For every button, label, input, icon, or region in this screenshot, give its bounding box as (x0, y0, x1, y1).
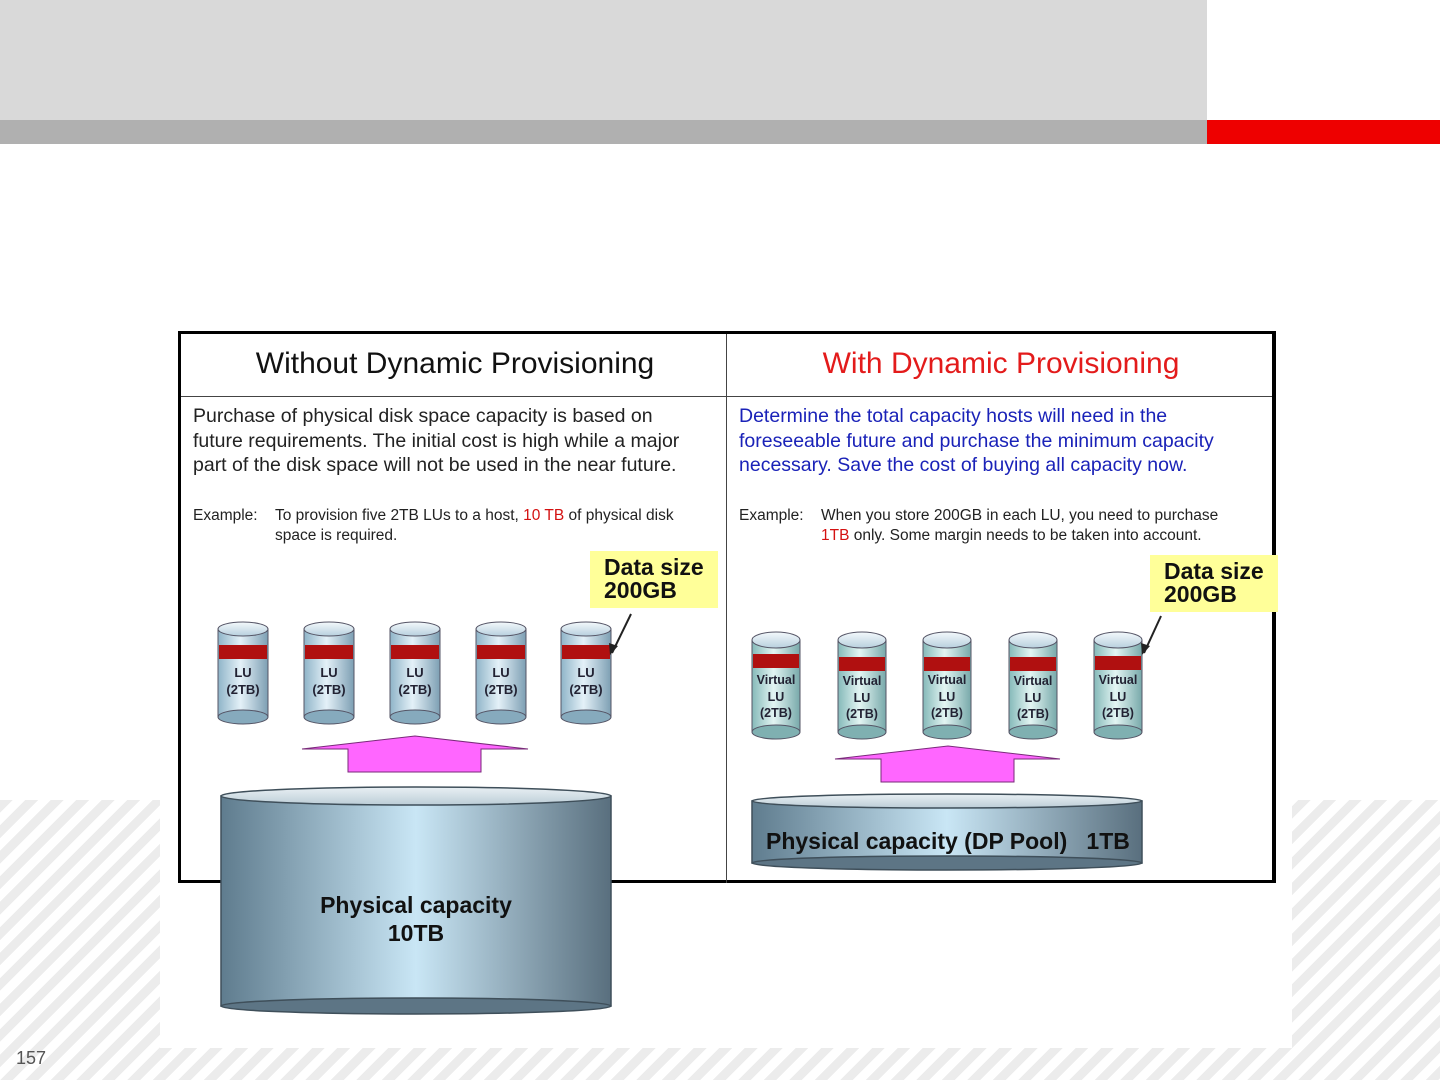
left-example-label: Example: (193, 507, 258, 524)
lu-label: LU (2TB) (312, 665, 346, 697)
right-example-text-b: only. Some margin needs to be taken into account. (849, 527, 1202, 544)
right-description-line: foreseeable future and purchase the minimum capacity (739, 429, 1214, 452)
data-size-label: Data size (604, 554, 704, 580)
left-example-text-line2: space is required. (275, 527, 398, 544)
virtual-lu-label: Virtual LU (2TB) (756, 673, 796, 720)
lu-label: LU (2TB) (226, 665, 260, 697)
dp-pool-label: Physical capacity (DP Pool) 1TB (766, 828, 1130, 854)
right-example-highlight: 1TB (821, 527, 850, 544)
right-description-line: necessary. Save the cost of buying all capacity now. (739, 454, 1188, 476)
provisioning-comparison-figure (178, 331, 1278, 1021)
physical-capacity-label (221, 891, 611, 947)
left-description-line: Purchase of physical disk space capacity is based on (193, 405, 653, 427)
left-example-text-b: of physical disk (564, 507, 674, 524)
page-number: 157 (16, 1048, 47, 1068)
left-example-highlight: 10 TB (523, 507, 565, 524)
right-column-title: With Dynamic Provisioning (822, 347, 1180, 380)
left-description-line: part of the disk space will not be used in the near future. (193, 454, 677, 476)
physical-capacity-value: 10TB (387, 920, 445, 946)
header-accent-bar (0, 120, 1207, 144)
virtual-lu-label: Virtual LU (2TB) (1013, 674, 1053, 721)
lu-label: LU (2TB) (569, 665, 603, 697)
allocation-arrow (835, 746, 1060, 782)
left-description-line: future requirements. The initial cost is high while a major (193, 429, 680, 452)
data-size-value: 200GB (604, 577, 677, 603)
virtual-lu-label: Virtual LU (2TB) (1098, 673, 1138, 720)
lu-label: LU (2TB) (398, 665, 432, 697)
lu-label: LU (2TB) (484, 665, 518, 697)
data-size-value: 200GB (1164, 581, 1237, 607)
data-size-callout (590, 551, 718, 608)
header-band (0, 0, 1207, 120)
left-example-text-a: To provision five 2TB LUs to a host, (275, 507, 524, 524)
physical-capacity-title: Physical capacity (320, 892, 512, 918)
right-example-text-line1: When you store 200GB in each LU, you need to purchase (821, 507, 1219, 524)
data-size-label: Data size (1164, 558, 1264, 584)
allocation-arrow (302, 736, 528, 772)
right-example-label: Example: (739, 507, 804, 524)
header-red-accent (1207, 120, 1440, 144)
data-size-callout (1150, 555, 1278, 612)
right-description-line: Determine the total capacity hosts will need in the (739, 405, 1168, 427)
left-column-title: Without Dynamic Provisioning (255, 347, 655, 380)
virtual-lu-label: Virtual LU (2TB) (842, 674, 882, 721)
virtual-lu-label: Virtual LU (2TB) (927, 673, 967, 720)
